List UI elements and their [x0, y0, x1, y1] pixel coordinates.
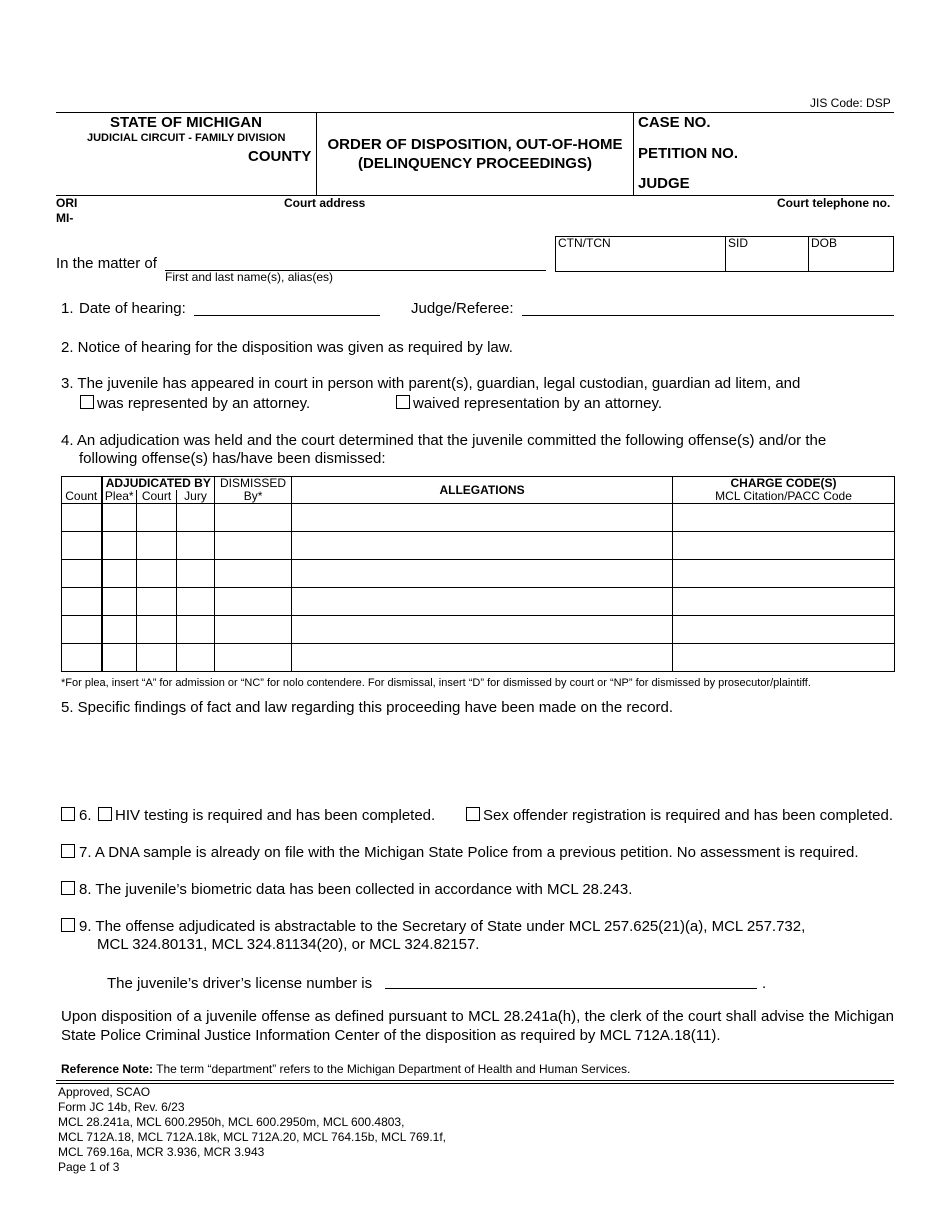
id-box-divider-1 [725, 236, 726, 272]
table-cell[interactable] [215, 616, 292, 644]
court-header: Court [137, 490, 177, 504]
table-cell[interactable] [102, 644, 137, 672]
table-cell[interactable] [102, 532, 137, 560]
table-cell[interactable] [673, 588, 895, 616]
table-cell[interactable] [137, 588, 177, 616]
matter-name-caption: First and last name(s), alias(es) [165, 270, 334, 284]
footer-line: MCL 28.241a, MCL 600.2950h, MCL 600.2950m, MCL 600.4803, [58, 1115, 405, 1129]
footer-line: MCL 769.16a, MCR 3.936, MCR 3.943 [58, 1145, 265, 1159]
table-cell[interactable] [102, 504, 137, 532]
table-cell[interactable] [215, 560, 292, 588]
table-cell[interactable] [292, 616, 673, 644]
item-9-text: 9. The offense adjudicated is abstractable to the Secretary of State under MCL 257.625(21)(a), MCL 257.732, [79, 918, 806, 935]
waived-representation-label: waived representation by an attorney. [413, 395, 663, 412]
matter-label: In the matter of [56, 255, 157, 272]
reference-note [61, 1062, 630, 1076]
table-cell[interactable] [673, 560, 895, 588]
table-cell[interactable] [177, 560, 215, 588]
table-cell[interactable] [292, 560, 673, 588]
by-header: By* [215, 490, 292, 504]
table-footnote: *For plea, insert “A” for admission or “NC” for nolo contendere. For dismissal, insert “D” for dismissed by court or “NP” for dismissed by prosecutor/plaintiff. [61, 677, 811, 689]
waived-representation-checkbox[interactable] [396, 395, 410, 409]
table-cell[interactable] [177, 504, 215, 532]
court-telephone-label: Court telephone no. [777, 196, 891, 210]
table-cell[interactable] [137, 504, 177, 532]
header-top-rule [56, 112, 894, 113]
represented-by-attorney-checkbox[interactable] [80, 395, 94, 409]
table-cell[interactable] [673, 532, 895, 560]
state-name: STATE OF MICHIGAN [110, 114, 262, 131]
judge-referee-label: Judge/Referee: [411, 300, 514, 317]
table-cell[interactable] [292, 532, 673, 560]
footer-line: Form JC 14b, Rev. 6/23 [58, 1100, 185, 1114]
table-cell[interactable] [673, 644, 895, 672]
sex-offender-checkbox[interactable] [466, 807, 480, 821]
item-8-text: 8. The juvenile’s biometric data has been collected in accordance with MCL 28.243. [79, 881, 633, 898]
item-4-text: 4. An adjudication was held and the court determined that the juvenile committed the following offense(s) and/or the [61, 432, 827, 449]
item-4-text-line2: following offense(s) has/have been dismissed: [79, 450, 386, 467]
table-cell[interactable] [102, 616, 137, 644]
table-cell[interactable] [673, 504, 895, 532]
hiv-testing-label: HIV testing is required and has been completed. [115, 807, 436, 824]
table-cell[interactable] [177, 532, 215, 560]
item-3-text: 3. The juvenile has appeared in court in person with parent(s), guardian, legal custodian, guardian ad litem, and [61, 375, 801, 392]
count-header: Count [62, 477, 102, 504]
reference-note-text: The term “department” refers to the Michigan Department of Health and Human Services. [156, 1062, 631, 1076]
hearing-date-label: Date of hearing: [79, 300, 186, 317]
table-row [62, 644, 895, 672]
item-9-checkbox[interactable] [61, 918, 75, 932]
table-cell[interactable] [137, 644, 177, 672]
jis-code: JIS Code: DSP [810, 96, 891, 110]
table-cell[interactable] [62, 504, 102, 532]
judge-referee-field[interactable] [522, 315, 894, 316]
table-cell[interactable] [292, 504, 673, 532]
table-cell[interactable] [137, 616, 177, 644]
license-number-end: . [762, 975, 767, 992]
table-row [62, 616, 895, 644]
id-box-divider-2 [808, 236, 809, 272]
mcl-citation-header: MCL Citation/PACC Code [673, 490, 895, 504]
item-2-text: 2. Notice of hearing for the disposition was given as required by law. [61, 339, 513, 356]
adjudicated-by-header: ADJUDICATED BY [102, 477, 215, 491]
table-cell[interactable] [177, 616, 215, 644]
header-bottom-rule [56, 195, 894, 196]
table-row [62, 504, 895, 532]
table-cell[interactable] [102, 560, 137, 588]
allegations-header: ALLEGATIONS [292, 477, 673, 504]
table-cell[interactable] [215, 588, 292, 616]
dob-label: DOB [811, 236, 838, 250]
license-number-label: The juvenile’s driver’s license number is [107, 975, 373, 992]
plea-header: Plea* [102, 490, 137, 504]
footer-line: Page 1 of 3 [58, 1160, 120, 1174]
table-cell[interactable] [62, 560, 102, 588]
ori-label: ORI [56, 196, 78, 210]
table-cell[interactable] [62, 644, 102, 672]
footer-line: MCL 712A.18, MCL 712A.18k, MCL 712A.20, MCL 764.15b, MCL 769.1f, [58, 1130, 446, 1144]
offense-table [61, 476, 895, 672]
table-cell[interactable] [177, 588, 215, 616]
footer-rule-2 [56, 1083, 894, 1084]
item-8-checkbox[interactable] [61, 881, 75, 895]
form-title-line1: ORDER OF DISPOSITION, OUT-OF-HOME [327, 136, 623, 153]
table-cell[interactable] [102, 588, 137, 616]
court-division: JUDICIAL CIRCUIT - FAMILY DIVISION [87, 132, 286, 144]
case-no-label: CASE NO. [638, 114, 711, 131]
disposition-paragraph: Upon disposition of a juvenile offense as defined pursuant to MCL 28.241a(h), the clerk of the court shall advise the Michigan State Police Criminal Justice Information Center of the disposition as required by MCL 712A.18(11). [61, 1008, 894, 1044]
sid-label: SID [728, 236, 749, 250]
item-7-text: 7. A DNA sample is already on file with the Michigan State Police from a previous petition. No assessment is required. [79, 844, 859, 861]
county-label: COUNTY [248, 148, 312, 165]
footer-rule-1 [56, 1080, 894, 1081]
table-cell[interactable] [62, 616, 102, 644]
table-row [62, 532, 895, 560]
header-divider-left [316, 112, 317, 196]
table-cell[interactable] [137, 560, 177, 588]
table-cell[interactable] [215, 644, 292, 672]
header-divider-right [633, 112, 634, 196]
table-cell[interactable] [137, 532, 177, 560]
footer-line: Approved, SCAO [58, 1085, 151, 1099]
hiv-testing-checkbox[interactable] [98, 807, 112, 821]
form-title-line2: (DELINQUENCY PROCEEDINGS) [358, 155, 592, 172]
reference-note-label: Reference Note: [61, 1062, 154, 1076]
table-cell[interactable] [292, 588, 673, 616]
sex-offender-label: Sex offender registration is required and has been completed. [483, 807, 893, 824]
table-cell[interactable] [673, 616, 895, 644]
mi-label: MI- [56, 211, 74, 225]
item-5-text: 5. Specific findings of fact and law regarding this proceeding have been made on the record. [61, 699, 674, 716]
item-1-number: 1. [61, 300, 74, 317]
ctn-tcn-label: CTN/TCN [558, 236, 611, 250]
table-row [62, 560, 895, 588]
table-row [62, 588, 895, 616]
table-cell[interactable] [62, 532, 102, 560]
item-6-number: 6. [79, 807, 92, 824]
license-number-field[interactable] [385, 988, 757, 989]
dismissed-header: DISMISSED [215, 477, 292, 491]
court-address-label: Court address [284, 196, 366, 210]
charge-codes-header: CHARGE CODE(S) [673, 477, 895, 491]
table-cell[interactable] [215, 532, 292, 560]
footer-block [58, 1085, 446, 1175]
table-cell[interactable] [292, 644, 673, 672]
hearing-date-field[interactable] [194, 315, 380, 316]
judge-label: JUDGE [638, 175, 690, 192]
item-7-checkbox[interactable] [61, 844, 75, 858]
table-cell[interactable] [62, 588, 102, 616]
jury-header: Jury [177, 490, 215, 504]
item-6-checkbox[interactable] [61, 807, 75, 821]
table-cell[interactable] [177, 644, 215, 672]
table-cell[interactable] [215, 504, 292, 532]
item-9-text-line2: MCL 324.80131, MCL 324.81134(20), or MCL 324.82157. [97, 936, 480, 953]
petition-no-label: PETITION NO. [638, 145, 739, 162]
represented-by-attorney-label: was represented by an attorney. [97, 395, 311, 412]
